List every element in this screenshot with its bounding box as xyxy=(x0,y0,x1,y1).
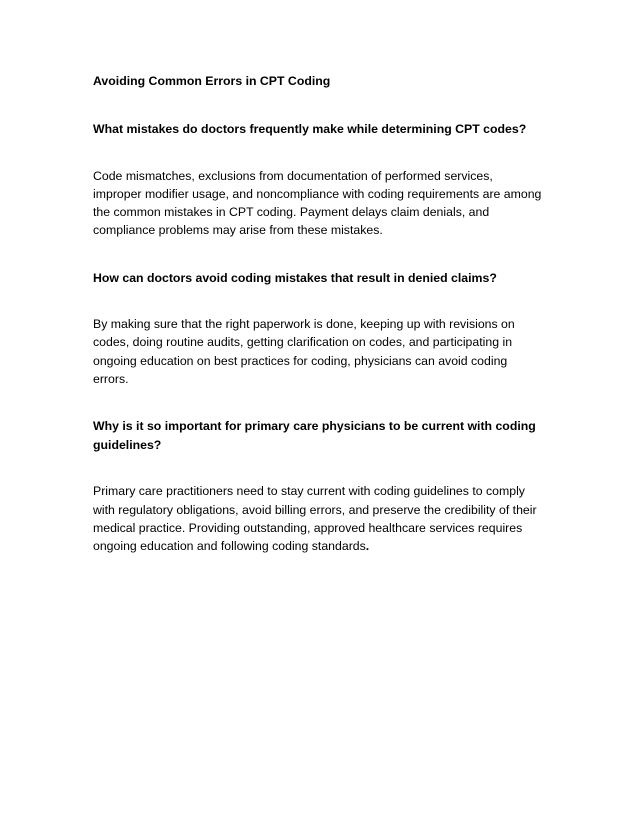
document-body xyxy=(93,72,543,585)
faq-answer-3-text: Primary care practitioners need to stay current with coding guidelines to comply with regulatory obligations, avoid billing errors, and preserve the credibility of their medical practice. Providing outstanding, approved healthcare services requires ongoing education and following coding standards xyxy=(93,484,537,554)
document-title: Avoiding Common Errors in CPT Coding xyxy=(93,74,331,88)
faq-question-1: What mistakes do doctors frequently make while determining CPT codes? xyxy=(93,122,527,136)
faq-answer-3-end: . xyxy=(365,539,370,554)
faq-answer-2: By making sure that the right paperwork is done, keeping up with revisions on codes, doing routine audits, getting clarification on codes, and participating in ongoing education on best practices for coding, physicians can avoid coding errors. xyxy=(93,317,515,387)
faq-answer-1: Code mismatches, exclusions from documentation of performed services, improper modifier usage, and noncompliance with coding requirements are among the common mistakes in CPT coding. Payment delays claim denials, and compliance problems may arise from these mistakes. xyxy=(93,168,542,238)
faq-question-3: Why is it so important for primary care physicians to be current with coding guidelines? xyxy=(93,419,536,452)
faq-answer-3 xyxy=(93,482,543,555)
faq-question-2: How can doctors avoid coding mistakes that result in denied claims? xyxy=(93,270,497,285)
